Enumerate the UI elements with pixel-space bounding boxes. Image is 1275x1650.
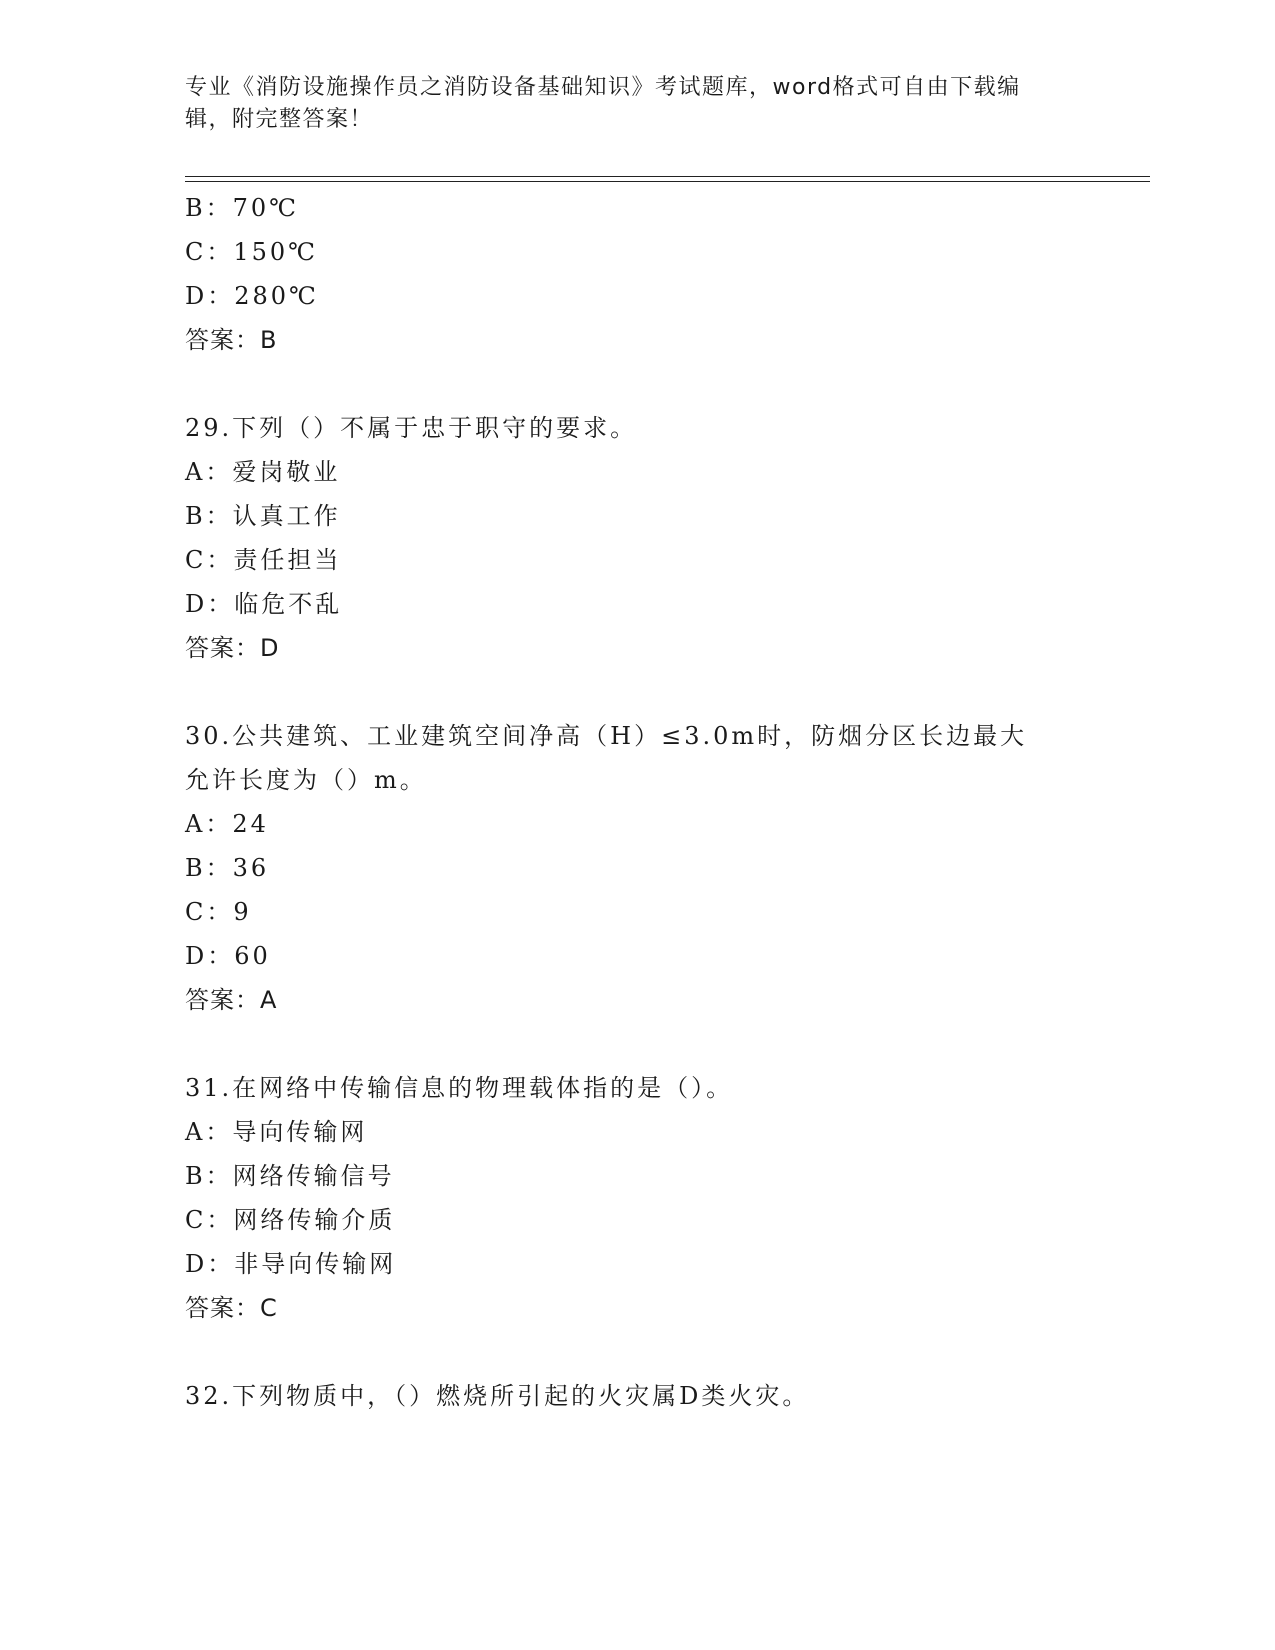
question-stem: 32.下列物质中，（）燃烧所引起的火灾属D类火灾。 xyxy=(185,1382,810,1410)
header-line-2: 辑，附完整答案！ xyxy=(185,107,374,132)
option-d: D：非导向传输网 xyxy=(185,1250,397,1278)
question-stem: 29.下列（）不属于忠于职守的要求。 xyxy=(185,414,638,442)
answer: 答案：D xyxy=(185,634,280,662)
option-b: B：网络传输信号 xyxy=(185,1162,395,1190)
option-c: C：9 xyxy=(185,898,252,926)
option-b: B：36 xyxy=(185,854,270,882)
option-a: A：爱岗敬业 xyxy=(185,458,341,486)
option-d: D：280℃ xyxy=(185,282,319,310)
option-b: B：认真工作 xyxy=(185,502,341,530)
question-stem: 31.在网络中传输信息的物理载体指的是（）。 xyxy=(185,1074,734,1102)
option-b: B：70℃ xyxy=(185,194,300,222)
answer: 答案：B xyxy=(185,326,278,354)
answer: 答案：C xyxy=(185,1294,278,1322)
option-d: D：60 xyxy=(185,942,271,970)
question-stem-line-2: 允许长度为（）m。 xyxy=(185,766,427,794)
header-line-1: 专业《消防设施操作员之消防设备基础知识》考试题库，word格式可自由下载编 xyxy=(185,75,1021,100)
option-a: A：导向传输网 xyxy=(185,1118,368,1146)
option-d: D：临危不乱 xyxy=(185,590,343,618)
option-c: C：网络传输介质 xyxy=(185,1206,396,1234)
question-stem-line-1: 30.公共建筑、工业建筑空间净高（H）≤3.0m时，防烟分区长边最大 xyxy=(185,722,1028,750)
option-c: C：150℃ xyxy=(185,238,319,266)
option-c: C：责任担当 xyxy=(185,546,342,574)
option-a: A：24 xyxy=(185,810,269,838)
page-header xyxy=(185,72,1065,136)
answer: 答案：A xyxy=(185,986,278,1014)
header-divider-top xyxy=(185,176,1150,177)
header-divider-bottom xyxy=(185,181,1150,182)
